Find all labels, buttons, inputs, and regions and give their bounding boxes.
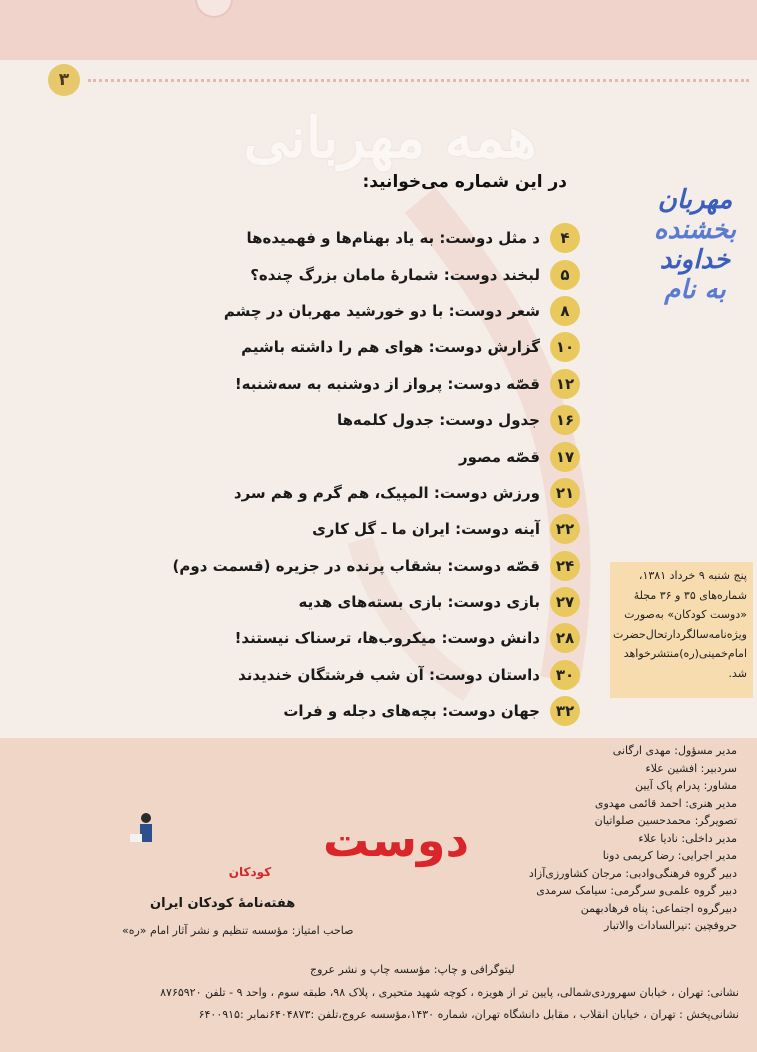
toc-item-title: جدول دوست: جدول کلمه‌ها: [337, 411, 540, 430]
toc-item[interactable]: [170, 256, 580, 292]
side-title: [640, 185, 750, 305]
note-line: امام‌خمینی(ره)‌منتشر‌خواهد: [623, 647, 747, 660]
toc-item[interactable]: [170, 366, 580, 402]
page-badge: ۱۶: [550, 405, 580, 435]
toc-item-title: گزارش دوست: هوای هم را داشته باشیم: [241, 338, 540, 357]
address-line: نشانی: تهران ، خیابان سهروردی‌شمالی، پایین تر از هویزه ، کوچه شهید متحیری ، پلاک ۹۸، طبقه سوم ، واحد ۹ - تلفن ۸۷۶۵۹۲۰: [160, 986, 739, 999]
toc-item-title: قصّه دوست: پرواز از دوشنبه به سه‌شنبه!: [234, 374, 540, 393]
header-logo-icon: [195, 0, 233, 18]
note-line: شد.: [728, 666, 747, 680]
toc-heading: در این شماره می‌خوانید:: [362, 172, 567, 192]
printer-info: لیتوگرافی و چاپ: مؤسسه چاپ و نشر عروج: [310, 963, 515, 976]
toc-item[interactable]: [170, 620, 580, 656]
staff-line: سردبیر: افشین علاء: [645, 761, 737, 775]
publication-note: [610, 562, 753, 698]
staff-line: دبیر گروه فرهنگی‌وادبی: مرجان کشاورزی‌آزاد: [528, 866, 737, 880]
toc-item-title: قصّه مصور: [458, 447, 540, 466]
page-badge: ۲۷: [550, 587, 580, 617]
toc-item[interactable]: [170, 584, 580, 620]
toc-item-title: د مثل دوست: به یاد بهنام‌ها و فهمیده‌ها: [246, 229, 540, 248]
magazine-logo: [118, 810, 470, 880]
staff-line: دبیرگروه اجتماعی: پناه فرهادبهمن: [580, 901, 737, 915]
toc-item[interactable]: [170, 511, 580, 547]
staff-line: مدیر مسؤول: مهدی ارگانی: [612, 744, 737, 757]
page-badge: ۲۴: [550, 551, 580, 581]
page-badge: ۲۲: [550, 514, 580, 544]
note-line: پنج شنبه ۹ خرداد ۱۳۸۱،: [638, 569, 747, 582]
toc-item-title: دانش دوست: میکروب‌ها، ترسناک نیستند!: [234, 629, 540, 648]
logo-sub: کودکان: [228, 865, 272, 879]
side-title-line: مهربان: [657, 185, 733, 215]
note-line: «دوست کودکان» به‌صورت: [624, 608, 747, 621]
side-title-line: خداوند: [659, 245, 731, 275]
toc-item[interactable]: [170, 329, 580, 365]
toc-item[interactable]: [170, 220, 580, 256]
page-badge: ۲۸: [550, 623, 580, 653]
toc-item-title: ورزش دوست: المپیک، هم گرم و هم سرد: [233, 483, 540, 502]
toc-item-title: بازی دوست: بازی بسته‌های هدیه: [298, 593, 540, 612]
ghost-title: همه مهربانی: [243, 105, 537, 171]
header-divider: [88, 79, 749, 82]
toc-item[interactable]: [170, 693, 580, 729]
toc-item[interactable]: [170, 293, 580, 329]
reading-child-icon: [130, 813, 152, 842]
license-holder: صاحب امتیاز: مؤسسه تنظیم و نشر آثار امام «ره»: [122, 924, 354, 937]
toc-item-title: داستان دوست: آن شب فرشتگان خندیدند: [238, 665, 540, 684]
page-badge: ۳۰: [550, 660, 580, 690]
staff-line: دبیر گروه علمی‌و سرگرمی: سیامک سرمدی: [536, 884, 737, 897]
logo-main: دوست: [323, 813, 470, 867]
toc-item-title: آینه دوست: ایران ما ـ گل کاری: [312, 520, 540, 539]
page-badge: ۵: [550, 260, 580, 290]
toc-item-title: قصّه دوست: بشقاب پرنده در جزیره (قسمت دوم): [172, 556, 540, 575]
staff-line: مدیر هنری: احمد قائمی مهدوی: [594, 796, 737, 810]
side-title-line: به نام: [664, 275, 726, 305]
note-line: ویژه‌نامه‌سالگرد‌ارتحال‌حضرت: [612, 627, 747, 641]
address-block: [9, 982, 739, 1026]
toc-item-title: لبخند دوست: شمارهٔ مامان بزرگ چنده؟: [250, 265, 540, 284]
page-badge: ۳۲: [550, 696, 580, 726]
staff-line: تصویرگر: محمدحسین صلواتیان: [594, 814, 737, 827]
toc-item[interactable]: [170, 475, 580, 511]
staff-line: مشاور: پدرام پاک آیین: [635, 779, 737, 792]
page-badge: ۱۰: [550, 332, 580, 362]
toc-item[interactable]: [170, 657, 580, 693]
note-line: شماره‌های ۳۵ و ۳۶ مجلهٔ: [633, 588, 747, 602]
toc-item[interactable]: [170, 548, 580, 584]
page-number: ۳: [48, 64, 80, 96]
table-of-contents: [170, 220, 580, 729]
staff-line: حروفچین :نیرالسادات والاتبار: [604, 919, 737, 932]
toc-item-title: جهان دوست: بچه‌های دجله و فرات: [283, 702, 540, 721]
distribution-line: نشانی‌پخش : تهران ، خیابان انقلاب ، مقابل دانشگاه تهران، شماره ۱۴۳۰،مؤسسه عروج،تلفن :۶۴۰۴۸۷۳نمابر :۶۴۰۰۹۱۵: [198, 1008, 739, 1021]
top-band: [0, 0, 757, 60]
toc-item[interactable]: [170, 402, 580, 438]
tagline: هفته‌نامهٔ کودکان ایران: [150, 896, 296, 911]
page-badge: ۱۲: [550, 369, 580, 399]
side-title-line: بخشنده: [653, 215, 737, 245]
toc-item-title: شعر دوست: با دو خورشید مهربان در چشم: [223, 301, 540, 320]
page-badge: ۱۷: [550, 442, 580, 472]
toc-item[interactable]: [170, 438, 580, 474]
page-badge: ۴: [550, 223, 580, 253]
staff-line: مدیر داخلی: نادیا علاء: [638, 831, 737, 845]
page-badge: ۸: [550, 296, 580, 326]
page-badge: ۲۱: [550, 478, 580, 508]
staff-line: مدیر اجرایی: رضا کریمی دونا: [602, 849, 737, 862]
